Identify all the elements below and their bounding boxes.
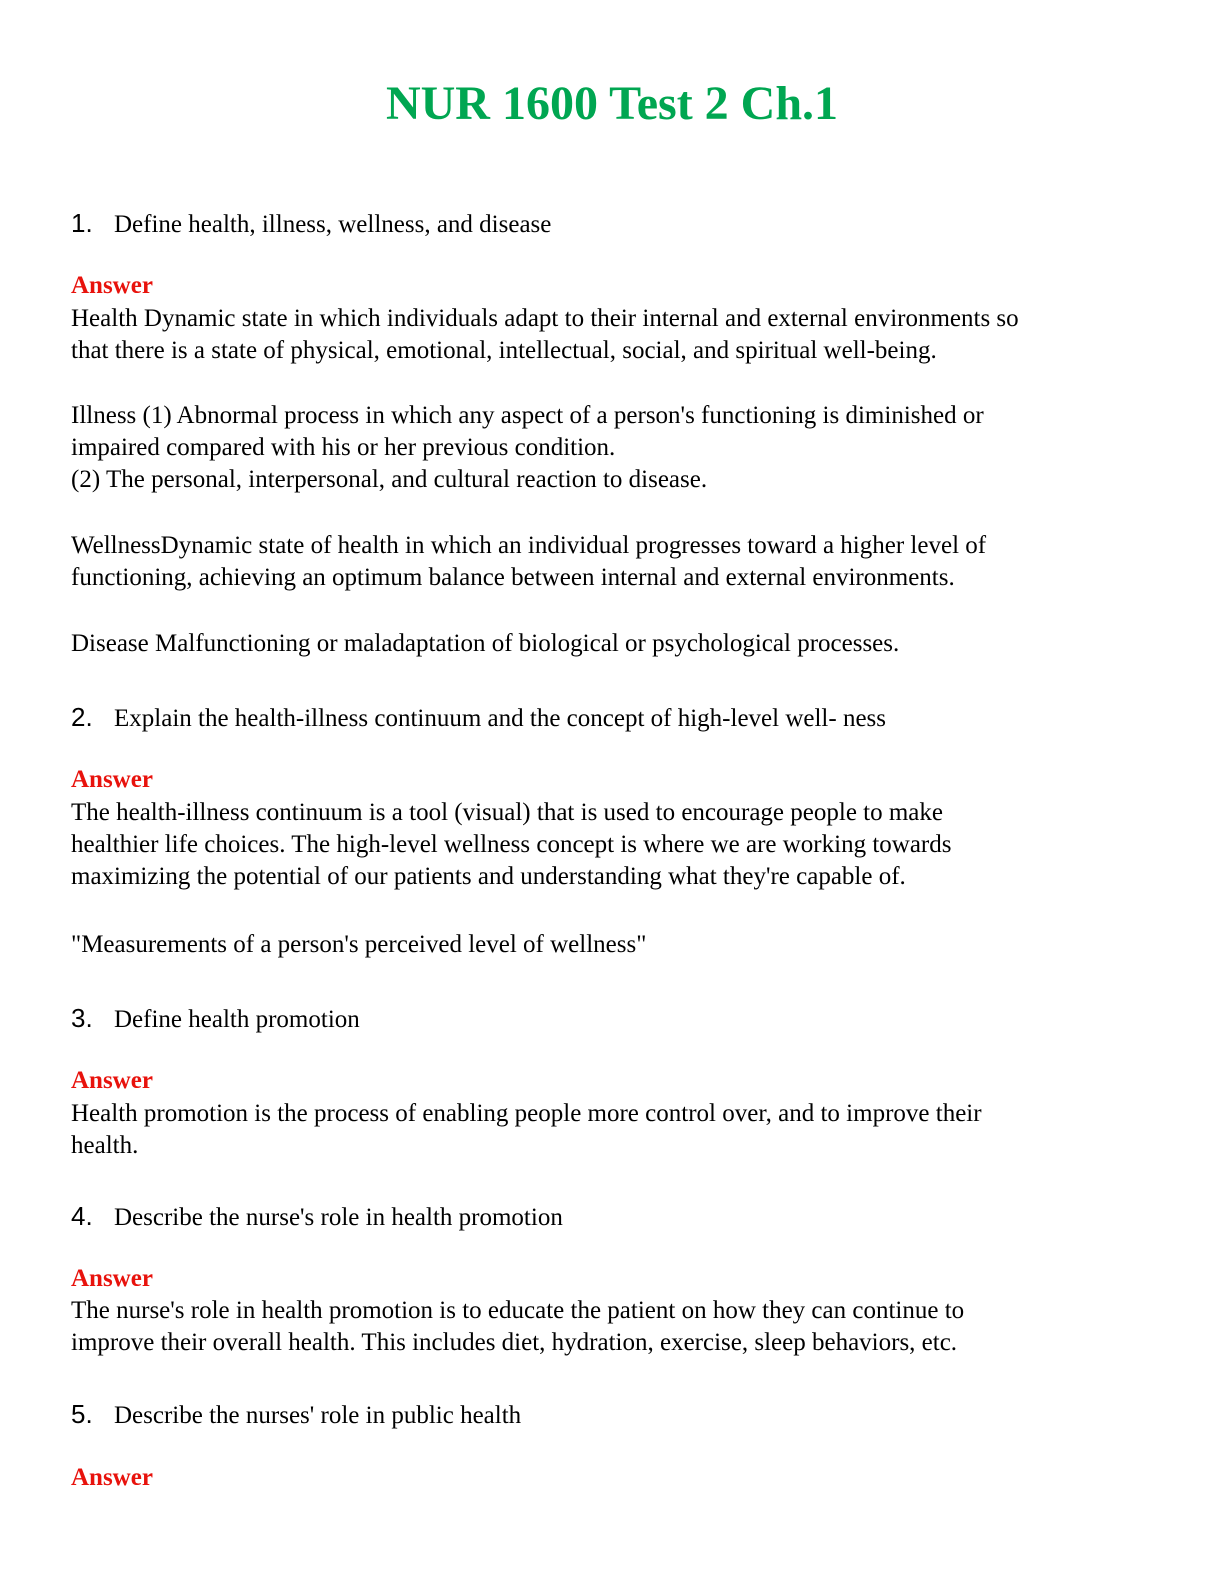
answer-line: health. — [71, 1132, 139, 1159]
answer-line: The nurse's role in health promotion is to educate the patient on how they can continue to — [71, 1297, 965, 1324]
answer-line: impaired compared with his or her previous condition. — [71, 434, 616, 461]
question-text: Describe the nurse's role in health promotion — [114, 1204, 563, 1231]
answer-line: The health-illness continuum is a tool (visual) that is used to encourage people to make — [71, 799, 943, 826]
question-5 — [71, 1398, 1151, 1432]
answer-paragraph — [71, 1098, 1151, 1162]
question-2 — [71, 701, 1151, 735]
question-3 — [71, 1002, 1151, 1036]
question-1 — [71, 207, 1151, 241]
answer-paragraph — [71, 400, 1151, 496]
answer-paragraph — [71, 628, 1151, 660]
answer-line: that there is a state of physical, emotional, intellectual, social, and spiritual well-being. — [71, 337, 937, 364]
answer-line: healthier life choices. The high-level wellness concept is where we are working towards — [71, 831, 952, 858]
question-number: 5. — [71, 1399, 93, 1429]
answer-line: Illness (1) Abnormal process in which any aspect of a person's functioning is diminished or — [71, 402, 984, 429]
question-text: Define health promotion — [114, 1006, 360, 1033]
question-text: Explain the health-illness continuum and the concept of high-level well- ness — [114, 705, 887, 732]
answer-label: Answer — [71, 272, 153, 299]
question-number: 2. — [71, 702, 93, 732]
question-number: 3. — [71, 1003, 93, 1033]
answer-paragraph — [71, 929, 1151, 961]
answer-line: maximizing the potential of our patients and understanding what they're capable of. — [71, 863, 906, 890]
answer-paragraph — [71, 797, 1151, 893]
answer-label: Answer — [71, 1464, 153, 1491]
answer-line: functioning, achieving an optimum balance between internal and external environments. — [71, 564, 955, 591]
answer-label: Answer — [71, 766, 153, 793]
answer-paragraph — [71, 303, 1151, 367]
answer-line: "Measurements of a person's perceived level of wellness" — [71, 931, 647, 958]
question-number: 4. — [71, 1201, 93, 1231]
answer-line: Health promotion is the process of enabling people more control over, and to improve their — [71, 1100, 982, 1127]
answer-label: Answer — [71, 1265, 153, 1292]
answer-line: Disease Malfunctioning or maladaptation of biological or psychological processes. — [71, 630, 900, 657]
page-title: NUR 1600 Test 2 Ch.1 — [385, 77, 839, 130]
answer-label: Answer — [71, 1067, 153, 1094]
question-4 — [71, 1200, 1151, 1234]
answer-paragraph — [71, 530, 1151, 594]
answer-line: improve their overall health. This includes diet, hydration, exercise, sleep behaviors, etc. — [71, 1329, 958, 1356]
question-text: Define health, illness, wellness, and disease — [114, 211, 552, 238]
question-number: 1. — [71, 208, 93, 238]
answer-line: Health Dynamic state in which individuals adapt to their internal and external environments so — [71, 305, 1019, 332]
question-text: Describe the nurses' role in public health — [114, 1402, 522, 1429]
answer-paragraph — [71, 1295, 1151, 1359]
answer-line: WellnessDynamic state of health in which an individual progresses toward a higher level of — [71, 532, 987, 559]
answer-line: (2) The personal, interpersonal, and cultural reaction to disease. — [71, 466, 708, 493]
